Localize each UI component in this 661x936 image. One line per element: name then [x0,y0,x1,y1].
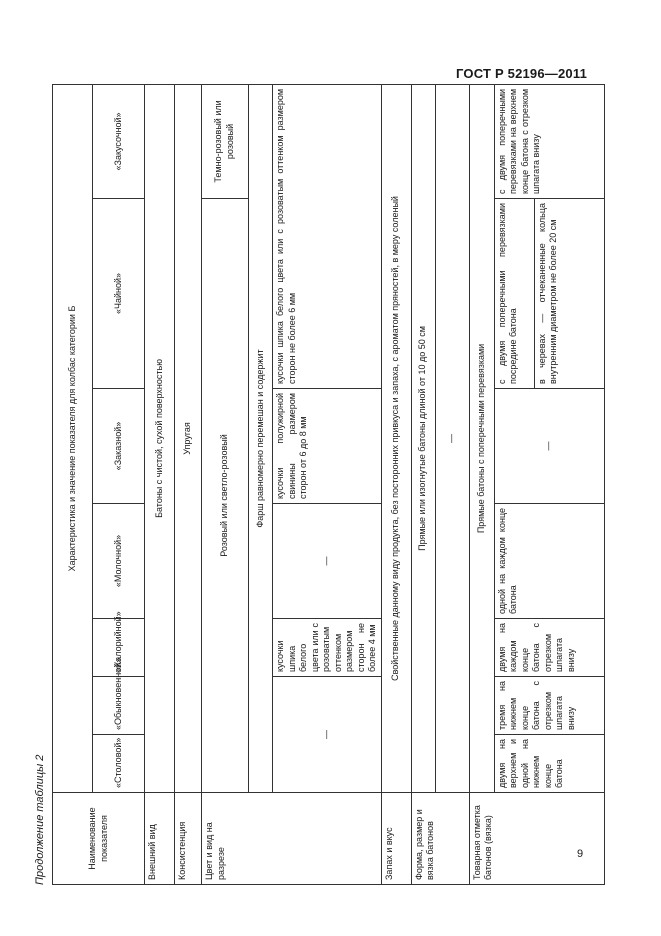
zakaznoy-inclusions: кусочки полужирной свинины размером сторон от 6 до 8 мм [273,389,382,504]
mark-molochnoy: одной на каждом конце батона [494,504,604,619]
table-row [435,84,469,884]
dash-cell: — [273,677,382,793]
page-number: 9 [577,848,584,860]
product-header: «Чайной» [93,199,145,389]
table-row [175,84,202,884]
product-header: «Заказной» [93,389,145,504]
table-row [469,84,494,884]
product-header-row [93,84,145,884]
dash-cell: — [273,504,382,619]
dash-cell: — [435,84,469,792]
chaynoy-zakusochnoy-inclusions: кусочки шпика белого цвета или с розоватым оттенком размером сторон не более 6 мм [273,84,382,388]
row-value: Батоны с чистой, сухой поверхностью [145,84,175,792]
mark-chaynoy: с двумя поперечными перевязками посредине батона [494,199,534,389]
row-value: Прямые или изогнутые батоны длиной от 10 до 50 см [411,84,435,792]
kaloriynoy-inclusions: кусочки шпика белого цвета или с розоватым оттенком размером сторон не более 4 мм [273,619,382,677]
mark-zakusochnoy: с двумя поперечными перевязками на верхнем конце батона с отрезком шпагата внизу [494,84,604,198]
table-row [249,84,273,884]
table-header-row [53,84,93,884]
row-value: Свойственные данному виду продукта, без посторонних привкуса и запаха, с ароматом пряностей, в меру соленый [381,84,411,792]
mark-kaloriynoy: двумя на каждом конце батона с отрезком шпагата внизу [494,619,604,677]
group-header: Характеристика и значение показателя для колбас категории Б [53,84,93,792]
product-header: «Калорийной» [93,619,145,677]
product-header: «Обыкновенной» [93,677,145,735]
document-header: ГОСТ Р 52196—2011 [456,66,587,81]
continuation-caption: Продолжение таблицы 2 [34,754,46,885]
product-header: «Закусочной» [93,84,145,198]
mark-chaynoy-casing: в черевах — отчеканенные кольца внутренним диаметром не более 20 см [534,199,604,389]
row-label: Товарная отметка батонов (вязка) [469,793,604,885]
mince-text: Фарш равномерно перемешан и содержит [249,84,273,792]
straight-note: Прямые батоны с поперечными перевязками [469,84,494,792]
mark-zakaznoy: — [494,389,604,504]
rotated-table-block [34,85,603,885]
indicator-header: Наименование показателя [53,793,145,885]
mark-obyknovennoy: тремя на нижнем конце батона с отрезком шпагата внизу [494,677,604,735]
row-label: Консистенция [175,793,202,885]
row-value: Упругая [175,84,202,792]
table-row [273,84,382,884]
row-label: Запах и вкус [381,793,411,885]
row-label: Форма, размер и вязка батонов [411,793,469,885]
row-label: Цвет и вид на разрезе [202,793,382,885]
table-row [411,84,435,884]
table-row [494,84,534,884]
table-row [381,84,411,884]
mark-stolovoy: двумя на верхнем и одной на нижнем конце батона [494,735,604,793]
table-row [145,84,175,884]
product-header: «Молочной» [93,504,145,619]
table-row [202,84,249,884]
product-header: «Столовой» [93,735,145,793]
row-label: Внешний вид [145,793,175,885]
characteristics-table [52,84,605,885]
color-zakusochnoy: Темно-розовый или розовый [202,84,249,198]
color-main: Розовый или светло-розовый [202,199,249,793]
